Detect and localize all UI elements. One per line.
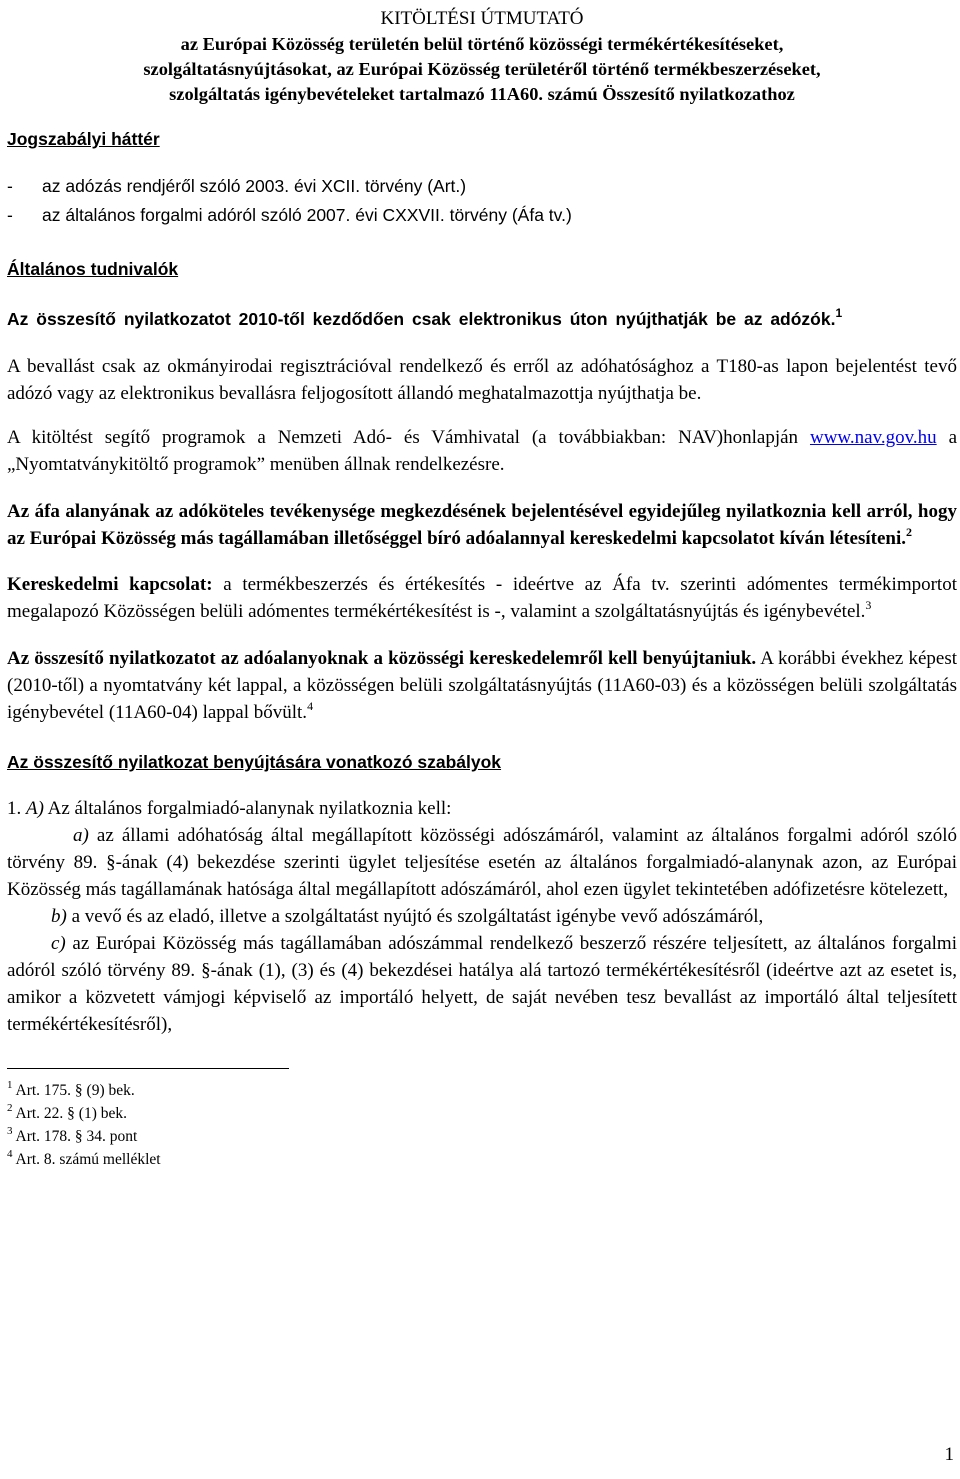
footnote-ref: 1 — [835, 306, 843, 320]
legal-item: - az általános forgalmi adóról szóló 2007. évi CXXVII. törvény (Áfa tv.) — [7, 201, 957, 230]
rule-item-c — [7, 930, 957, 1038]
page-number: 1 — [944, 1444, 954, 1465]
footnote-ref: 3 — [865, 598, 872, 612]
footnote-text: Art. 22. § (1) bek. — [12, 1105, 128, 1122]
rule-subitem-text: az Európai Közösség más tagállamában adószámmal rendelkező beszerző részére teljesített, az általános forgalmi adóról szóló törvény 89. §-ának (1), (3) és (4) bekezdései hatálya alá tartozó termékértékesítésről (ideértve azt az esetet is, amikor a közvetett vámjogi képviselő az importáló helyett, de saját nevében tesz bevallást az importáló által teljesített termékértékesítésről), — [7, 933, 957, 1035]
subtitle-line-2: szolgáltatásnyújtásokat, az Európai Közösség területéről történő termékbeszerzéseket, — [143, 59, 821, 79]
rule-item-text: Az általános forgalmiadó-alanynak nyilatkoznia kell: — [43, 798, 452, 819]
footnote-text: Art. 8. számú melléklet — [12, 1151, 161, 1168]
rule-subitem-text: a vevő és az eladó, illetve a szolgáltatást nyújtó és szolgáltatást igénybe vevő adószámáról, — [66, 906, 764, 927]
rule-item-1 — [7, 795, 957, 822]
programs-text: A kitöltést segítő programok a Nemzeti Adó- és Vámhivatal (a továbbiakban: NAV)honlapján — [7, 427, 799, 448]
footnote-number: 3 — [7, 1125, 13, 1137]
nav-website-link[interactable]: www.nav.gov.hu — [809, 427, 937, 448]
subtitle-line-3: szolgáltatás igénybevételeket tartalmazó 11A60. számú Összesítő nyilatkozathoz — [169, 84, 795, 104]
subtitle-line-1: az Európai Közösség területén belül történő közösségi termékértékesítéseket, — [180, 34, 784, 54]
rule-subitem-label: c) — [51, 933, 66, 954]
electronic-submission-notice — [7, 306, 957, 333]
rule-subitem-text: az állami adóhatóság által megállapított közösségi adószámáról, valamint az általános forgalmi adóról szóló törvény 89. §-ának (4) bekezdése szerinti ügylet teljesítése esetén az általános forgalmiadó-alanynak azon, az Európai Közösség más tagállamának hatósága által megállapított adószámáról, ahol ezen ügylet tekintetében adófizetésre kötelezett, — [7, 825, 957, 900]
vat-notice-text: Az áfa alanyának az adóköteles tevékenysége megkezdésének bejelentésével egyidejűleg nyilatkoznia kell arról, hogy az Európai Közösség más tagállamában illetőséggel bíró adóalannyal kereskedelmi kapcsolatot kíván létesíteni. — [7, 501, 957, 549]
electronic-submission-text: Az összesítő nyilatkozatot 2010-től kezdődően csak elektronikus úton nyújthatják be az adózók. — [7, 309, 836, 329]
rule-item-label: A) — [26, 798, 44, 819]
programs-text-end: a „Nyomtatványkitöltő programok” menüben állnak rendelkezésre. — [7, 427, 957, 475]
footnote — [7, 1079, 957, 1102]
obligation-paragraph — [7, 645, 957, 726]
rules-heading: Az összesítő nyilatkozat benyújtására vonatkozó szabályok — [7, 752, 502, 772]
rule-subitem-label: b) — [51, 906, 67, 927]
footnote-text: Art. 175. § (9) bek. — [12, 1082, 135, 1099]
footnote-number: 2 — [7, 1102, 13, 1114]
general-info-heading: Általános tudnivalók — [7, 259, 179, 279]
trade-relation-label: Kereskedelmi kapcsolat: — [7, 574, 213, 595]
legal-list — [7, 172, 957, 230]
footnote — [7, 1148, 957, 1171]
document-page — [7, 4, 957, 1171]
footnotes — [7, 1079, 957, 1171]
document-title: KITÖLTÉSI ÚTMUTATÓ — [380, 8, 584, 29]
footnote — [7, 1125, 957, 1148]
footnote-text: Art. 178. § 34. pont — [12, 1128, 138, 1145]
rule-subitem-label: a) — [73, 825, 89, 846]
vat-notice-paragraph — [7, 498, 957, 552]
footnote — [7, 1102, 957, 1125]
rule-item-b — [7, 903, 957, 930]
legal-item: - az adózás rendjéről szóló 2003. évi XCII. törvény (Art.) — [7, 172, 957, 201]
footnote-ref: 2 — [905, 525, 912, 539]
footnote-separator — [7, 1068, 289, 1069]
footnote-number: 4 — [7, 1148, 13, 1160]
rule-item-a — [7, 822, 957, 903]
footnote-number: 1 — [7, 1079, 13, 1091]
trade-relation-text: a termékbeszerzés és értékesítés - ideértve az Áfa tv. szerinti adómentes termékimportot megalapozó Közösségen belüli adómentes termékértékesítést is -, valamint a szolgáltatásnyújtás és igénybevétel. — [7, 574, 957, 622]
programs-paragraph — [7, 424, 957, 478]
submission-paragraph: A bevallást csak az okmányirodai regisztrációval rendelkező és erről az adóhatósághoz a T180-as lapon bejelentést tevő adózó vagy az elektronikus bevallásra feljogosított állandó meghatalmazottja nyújthatja be. — [7, 356, 957, 404]
trade-relation-paragraph — [7, 571, 957, 625]
footnote-ref: 4 — [307, 699, 314, 713]
obligation-bold-text: Az összesítő nyilatkozatot az adóalanyoknak a közösségi kereskedelemről kell benyújtaniuk. — [7, 648, 757, 669]
rule-item-number: 1. — [7, 798, 26, 819]
obligation-text: A korábbi évekhez képest (2010-től) a nyomtatvány két lappal, a közösségen belüli szolgáltatásnyújtás (11A60-03) és a közösségen belüli szolgáltatás igénybevétel (11A60-04) lappal bővült. — [7, 648, 957, 723]
legal-background-heading: Jogszabályi háttér — [7, 129, 160, 149]
